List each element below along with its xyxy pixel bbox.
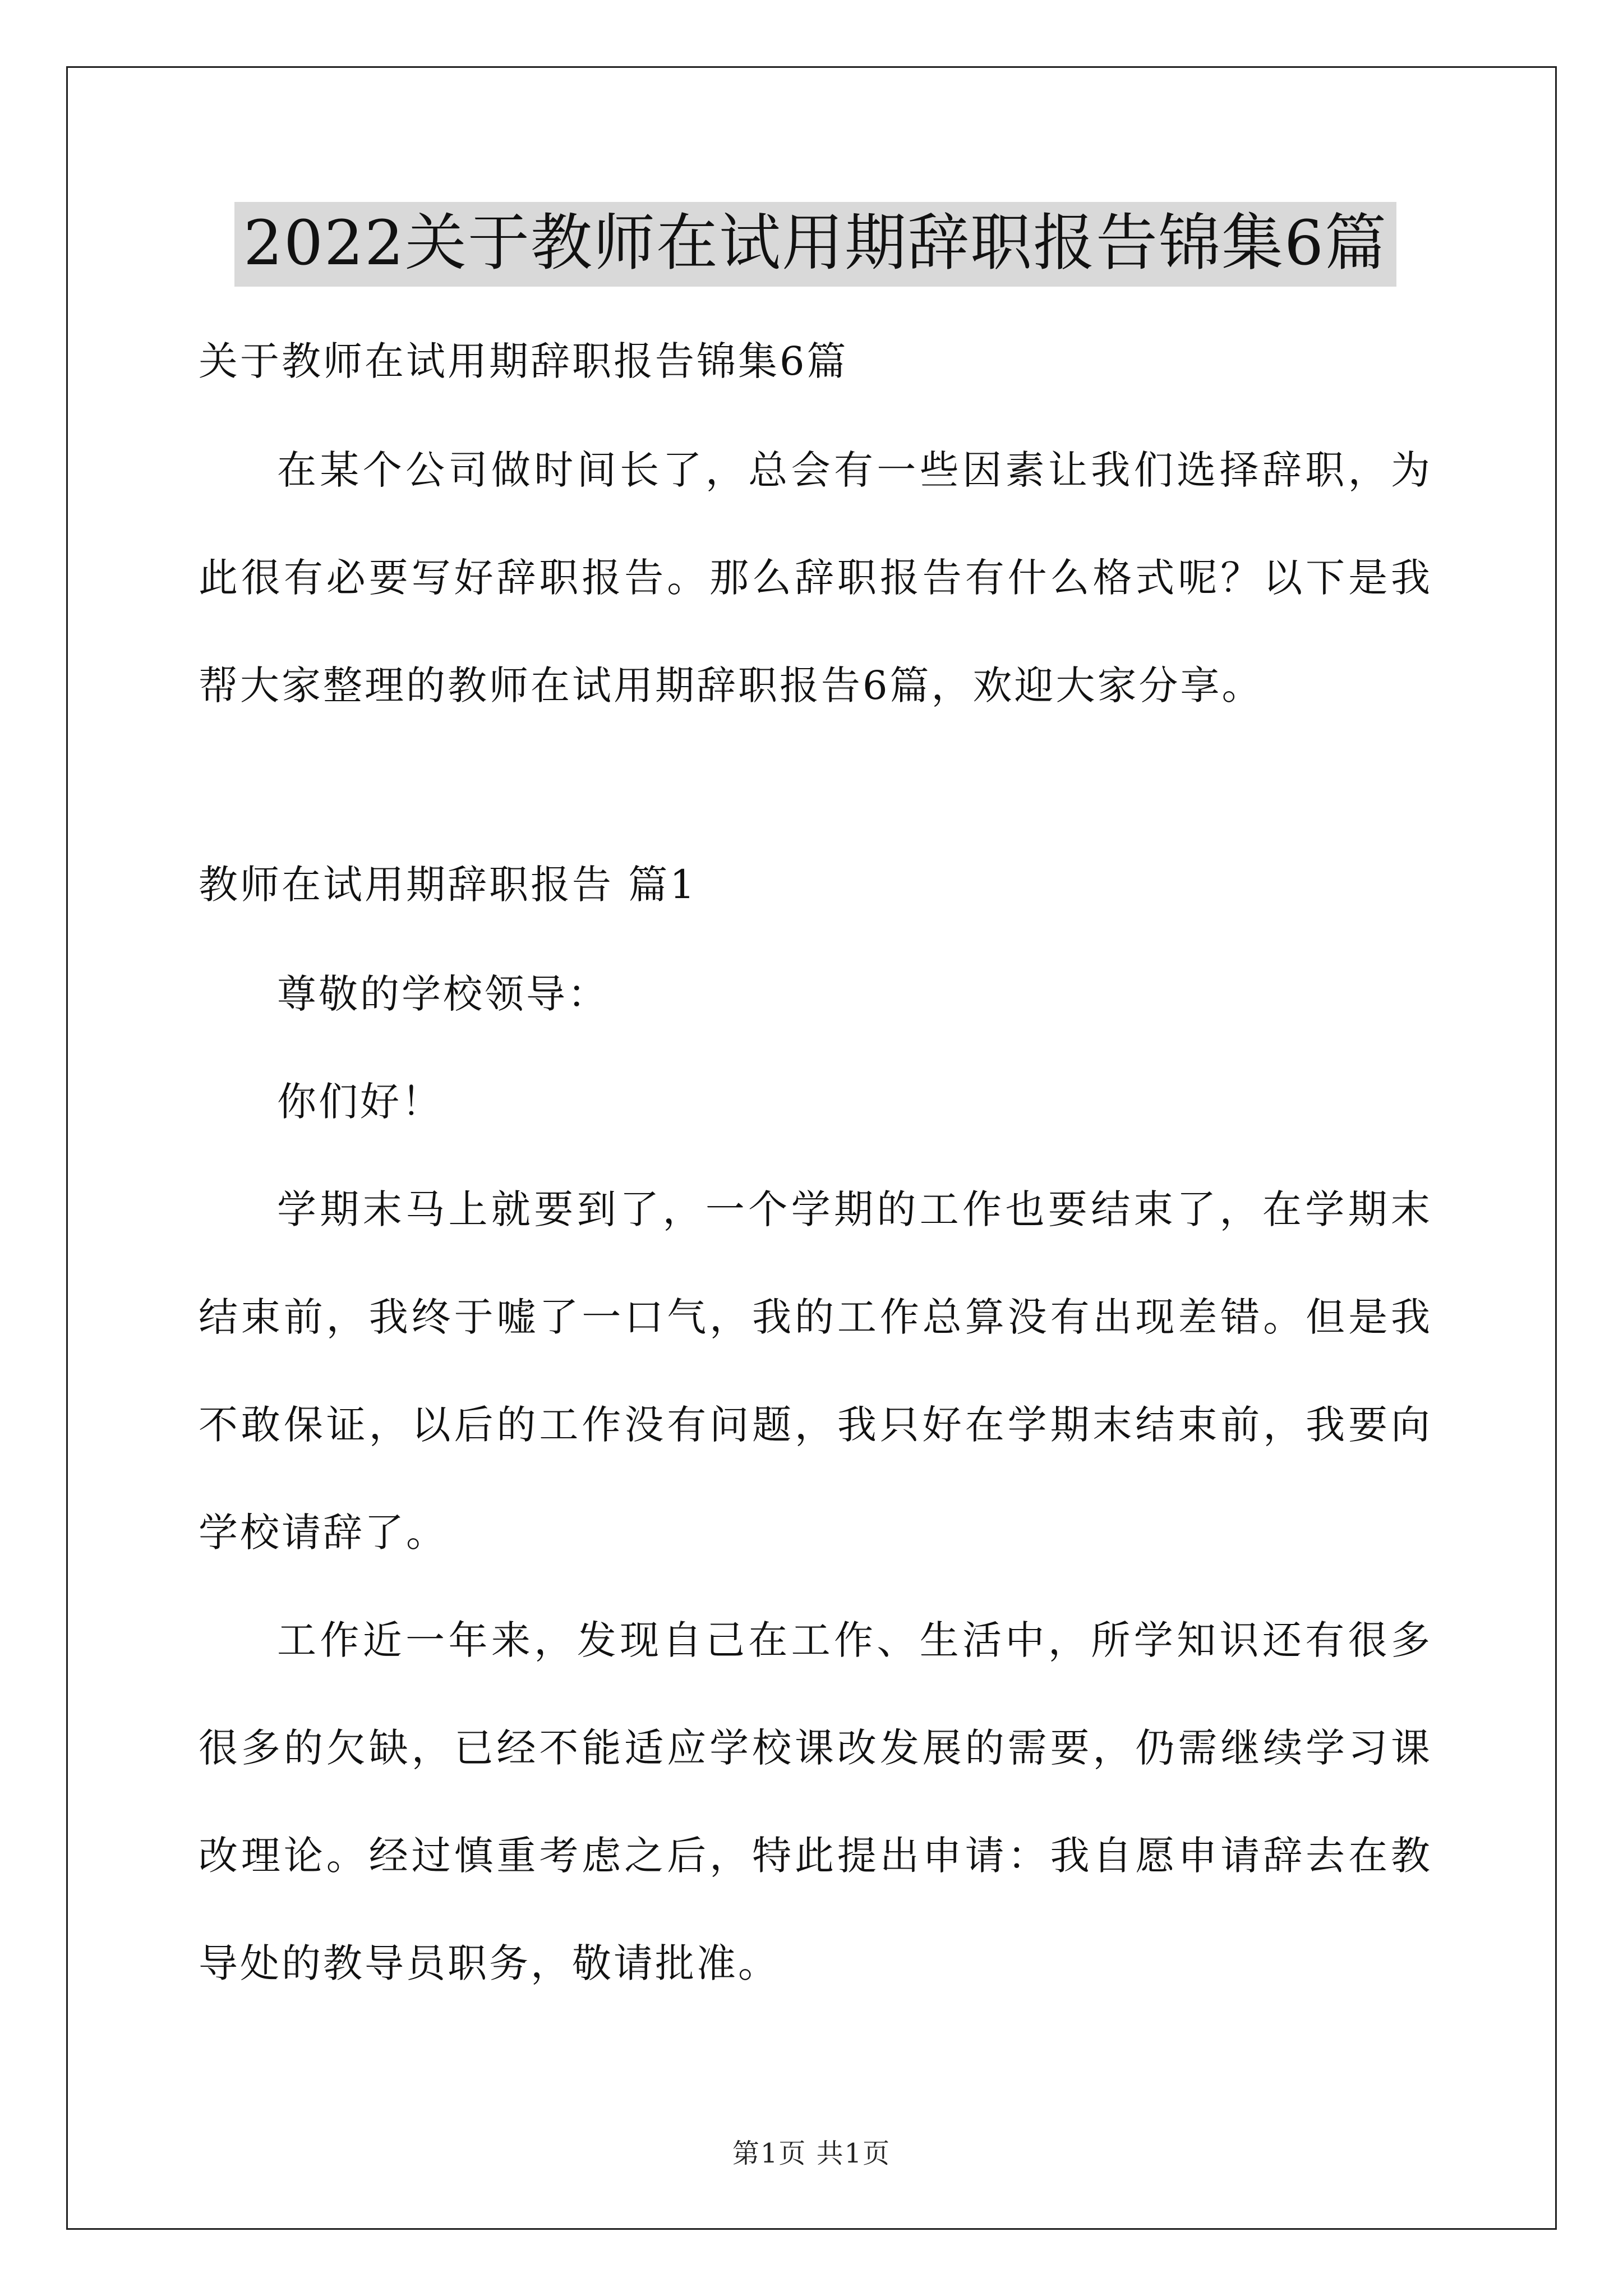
- section-heading: 教师在试用期辞职报告 篇1: [199, 862, 697, 908]
- page-footer: 第1页 共1页: [732, 2138, 891, 2169]
- document-subtitle: 关于教师在试用期辞职报告锦集6篇: [199, 338, 849, 384]
- title-wrap: [199, 202, 1432, 287]
- salutation: 尊敬的学校领导：: [277, 970, 609, 1017]
- intro-paragraph: 在某个公司做时间长了，总会有一些因素让我们选择辞职，为此很有必要写好辞职报告。那么辞职报告有什么格式呢？以下是我帮大家整理的教师在试用期辞职报告6篇，欢迎大家分享。: [199, 447, 1432, 708]
- document-body: [199, 185, 1432, 2017]
- body-paragraph-1: 学期末马上就要到了，一个学期的工作也要结束了，在学期末结束前，我终于嘘了一口气，我的工作总算没有出现差错。但是我不敢保证，以后的工作没有问题，我只好在学期末结束前，我要向学校请辞了。: [199, 1186, 1432, 1556]
- body-paragraph-2: 工作近一年来，发现自己在工作、生活中，所学知识还有很多很多的欠缺，已经不能适应学校课改发展的需要，仍需继续学习课改理论。经过慎重考虑之后，特此提出申请：我自愿申请辞去在教导处的教导员职务，敬请批准。: [199, 1617, 1432, 1986]
- document-title: 2022关于教师在试用期辞职报告锦集6篇: [234, 202, 1396, 287]
- greeting: 你们好！: [277, 1078, 443, 1125]
